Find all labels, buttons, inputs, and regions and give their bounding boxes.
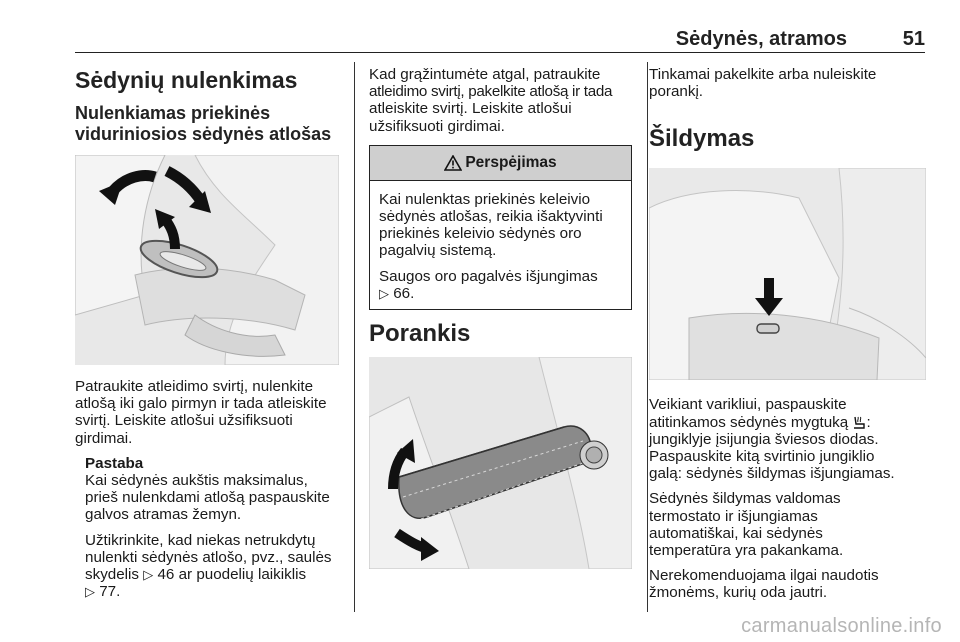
page-ref-icon: ▷ xyxy=(379,285,389,301)
instruction-paragraph xyxy=(649,490,929,559)
column-divider xyxy=(647,62,648,612)
page-ref-icon: ▷ xyxy=(85,584,95,600)
text-line: užsifiksuoti girdimai. xyxy=(369,117,505,135)
instruction-paragraph xyxy=(369,66,632,135)
text-line: Kai nulenktas priekinės keleivio xyxy=(379,190,591,208)
seat-heating-illustration xyxy=(649,168,926,380)
text-line: Patraukite atleidimo svirtį, nulenkite xyxy=(75,378,314,395)
text-line: atitinkamos sėdynės mygtuką xyxy=(649,413,853,431)
instruction-paragraph xyxy=(75,378,340,447)
note-box xyxy=(75,455,340,601)
column-3 xyxy=(649,62,929,602)
instruction-paragraph xyxy=(649,66,929,100)
section-heading: Sėdynių nulenkimas xyxy=(75,67,298,93)
subheading-line: Nulenkiamas priekinės xyxy=(75,103,271,123)
instruction-paragraph xyxy=(649,567,929,601)
text-line: priekinės keleivio sėdynės oro xyxy=(379,225,582,243)
page-number: 51 xyxy=(902,28,925,50)
warning-header xyxy=(370,146,631,181)
text-line: Kad grąžintumėte atgal, patraukite xyxy=(369,66,601,83)
text-line: sėdynės atlošas, reikia išaktyvinti xyxy=(379,208,603,226)
text-line: Paspauskite kitą svirtinio jungiklio xyxy=(649,448,875,466)
page-reference[interactable]: 77. xyxy=(99,583,121,601)
text-line: Nerekomenduojama ilgai naudotis xyxy=(649,567,879,585)
text-line: girdimai. xyxy=(75,429,133,447)
page-ref-icon: ▷ xyxy=(143,567,154,583)
text-line: pagalvių sistemą. xyxy=(379,242,497,260)
text-line: Saugos oro pagalvės išjungimas xyxy=(379,267,598,285)
text-line: prieš nulenkdami atlošą paspauskite xyxy=(85,489,330,507)
section-heading: Šildymas xyxy=(649,125,755,153)
note-paragraph xyxy=(85,472,340,524)
text-line: jungiklyje įsijungia šviesos diodas. xyxy=(649,430,879,448)
text-line: skydelis xyxy=(85,566,144,584)
text-line: galą: sėdynės šildymas išjungiamas. xyxy=(649,465,895,483)
text-line: Užtikrinkite, kad niekas netrukdytų xyxy=(85,531,316,549)
warning-paragraph xyxy=(379,191,622,260)
text-line: automatiškai, kai sėdynės xyxy=(649,524,823,542)
text-line: nulenkti sėdynės atlošo, pvz., saulės xyxy=(85,548,332,566)
text-line: žmonėms, kurių oda jautri. xyxy=(649,584,828,602)
section-heading: Porankis xyxy=(369,320,471,348)
watermark: carmanualsonline.info xyxy=(741,615,942,637)
section-title: Sėdynės, atramos xyxy=(675,28,847,50)
warning-triangle-icon xyxy=(444,155,462,171)
seat-heating-icon xyxy=(852,415,866,429)
armrest-illustration xyxy=(369,357,632,569)
page-reference[interactable]: 66. xyxy=(393,284,415,302)
page-header xyxy=(75,26,925,53)
column-2 xyxy=(369,62,632,569)
seat-fold-illustration xyxy=(75,155,339,365)
warning-paragraph xyxy=(379,268,622,302)
text-line: termostato ir išjungiamas xyxy=(649,507,818,525)
column-divider xyxy=(354,62,355,612)
text-line: temperatūra yra pakankama. xyxy=(649,542,844,560)
text-line: atleiskite svirtį. Leiskite atlošui xyxy=(369,100,572,118)
text-line: Veikiant varikliui, paspauskite xyxy=(649,396,847,414)
subheading-line: viduriniosios sėdynės atlošas xyxy=(75,124,332,144)
text-line: atlošą iki galo pirmyn ir tada atleiskite xyxy=(75,395,327,413)
text-line: Sėdynės šildymas valdomas xyxy=(649,490,841,508)
text-line: galvos atramas žemyn. xyxy=(85,506,242,524)
warning-title: Perspėjimas xyxy=(465,153,557,171)
column-1 xyxy=(75,62,340,600)
text-line: svirtį. Leiskite atlošui užsifiksuoti xyxy=(75,412,293,430)
text-line: porankį. xyxy=(649,83,704,101)
subheading xyxy=(75,103,340,145)
instruction-paragraph xyxy=(649,396,929,482)
warning-box xyxy=(369,145,632,310)
seat-heating-button-icon xyxy=(757,324,779,333)
page-reference[interactable]: 46 ar puodelių laikiklis xyxy=(157,566,307,584)
warning-body xyxy=(370,181,631,309)
text-line: Kai sėdynės aukštis maksimalus, xyxy=(85,472,308,490)
text-line: Tinkamai pakelkite arba nuleiskite xyxy=(649,66,877,83)
note-paragraph xyxy=(85,532,340,601)
text-line: : xyxy=(866,413,871,431)
note-title: Pastaba xyxy=(85,454,144,472)
text-line: atleidimo svirtį, pakelkite atlošą ir tada xyxy=(369,83,613,101)
